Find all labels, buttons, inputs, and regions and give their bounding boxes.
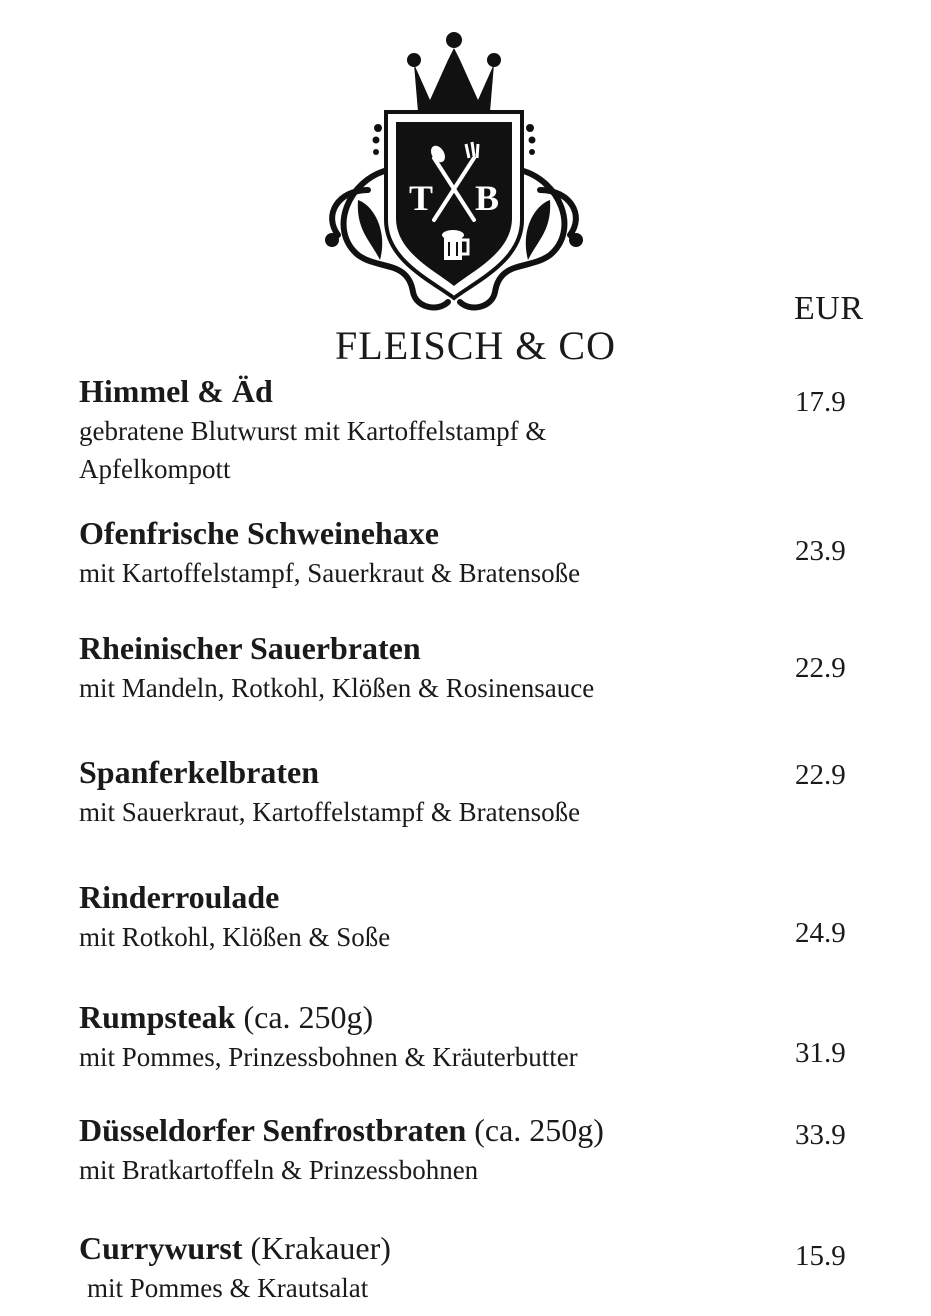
item-name: Himmel & Äd xyxy=(79,373,273,409)
item-price: 31.9 xyxy=(795,1037,846,1069)
crest-shield-icon xyxy=(386,112,522,298)
menu-item xyxy=(79,998,759,1076)
item-note: (ca. 250g) xyxy=(243,999,374,1035)
item-description: mit Sauerkraut, Kartoffelstampf & Bratensoße xyxy=(79,797,581,827)
logo-initial-right: B xyxy=(474,178,500,218)
item-note: (ca. 250g) xyxy=(474,1112,604,1148)
item-name: Rumpsteak xyxy=(79,999,236,1035)
item-price: 15.9 xyxy=(795,1240,846,1272)
item-price: 17.9 xyxy=(795,386,846,418)
menu-item xyxy=(79,514,759,592)
logo-initial-left: T xyxy=(408,178,434,218)
item-description: mit Pommes, Prinzessbohnen & Kräuterbutter xyxy=(79,1042,578,1072)
currency-label: EUR xyxy=(794,290,864,327)
item-name: Rinderroulade xyxy=(79,879,280,915)
item-description: mit Rotkohl, Klößen & Soße xyxy=(79,922,391,952)
item-price: 24.9 xyxy=(795,917,846,949)
item-price: 23.9 xyxy=(795,535,846,567)
menu-item xyxy=(79,878,759,956)
item-price: 22.9 xyxy=(795,759,846,791)
item-name: Rheinischer Sauerbraten xyxy=(79,630,421,666)
item-price: 22.9 xyxy=(795,652,846,684)
item-name: Spanferkelbraten xyxy=(79,754,319,790)
item-price: 33.9 xyxy=(795,1119,846,1151)
menu-item xyxy=(79,1229,759,1307)
restaurant-crest-logo xyxy=(318,30,590,316)
menu-item xyxy=(79,1111,759,1189)
item-description: mit Mandeln, Rotkohl, Klößen & Rosinensauce xyxy=(79,673,595,703)
item-name: Ofenfrische Schweinehaxe xyxy=(79,515,439,551)
item-name: Currywurst xyxy=(79,1230,243,1266)
menu-item xyxy=(79,753,759,831)
item-description: mit Pommes & Krautsalat xyxy=(87,1273,369,1303)
item-description: mit Kartoffelstampf, Sauerkraut & Bratensoße xyxy=(79,558,581,588)
section-title: FLEISCH & CO xyxy=(335,323,616,368)
item-description: gebratene Blutwurst mit Kartoffelstampf & Apfelkompott xyxy=(79,416,547,484)
menu-item xyxy=(79,372,759,488)
item-note: (Krakauer) xyxy=(250,1230,391,1266)
menu-item xyxy=(79,629,759,707)
item-description: mit Bratkartoffeln & Prinzessbohnen xyxy=(79,1155,479,1185)
item-name: Düsseldorfer Senfrostbraten xyxy=(79,1112,467,1148)
